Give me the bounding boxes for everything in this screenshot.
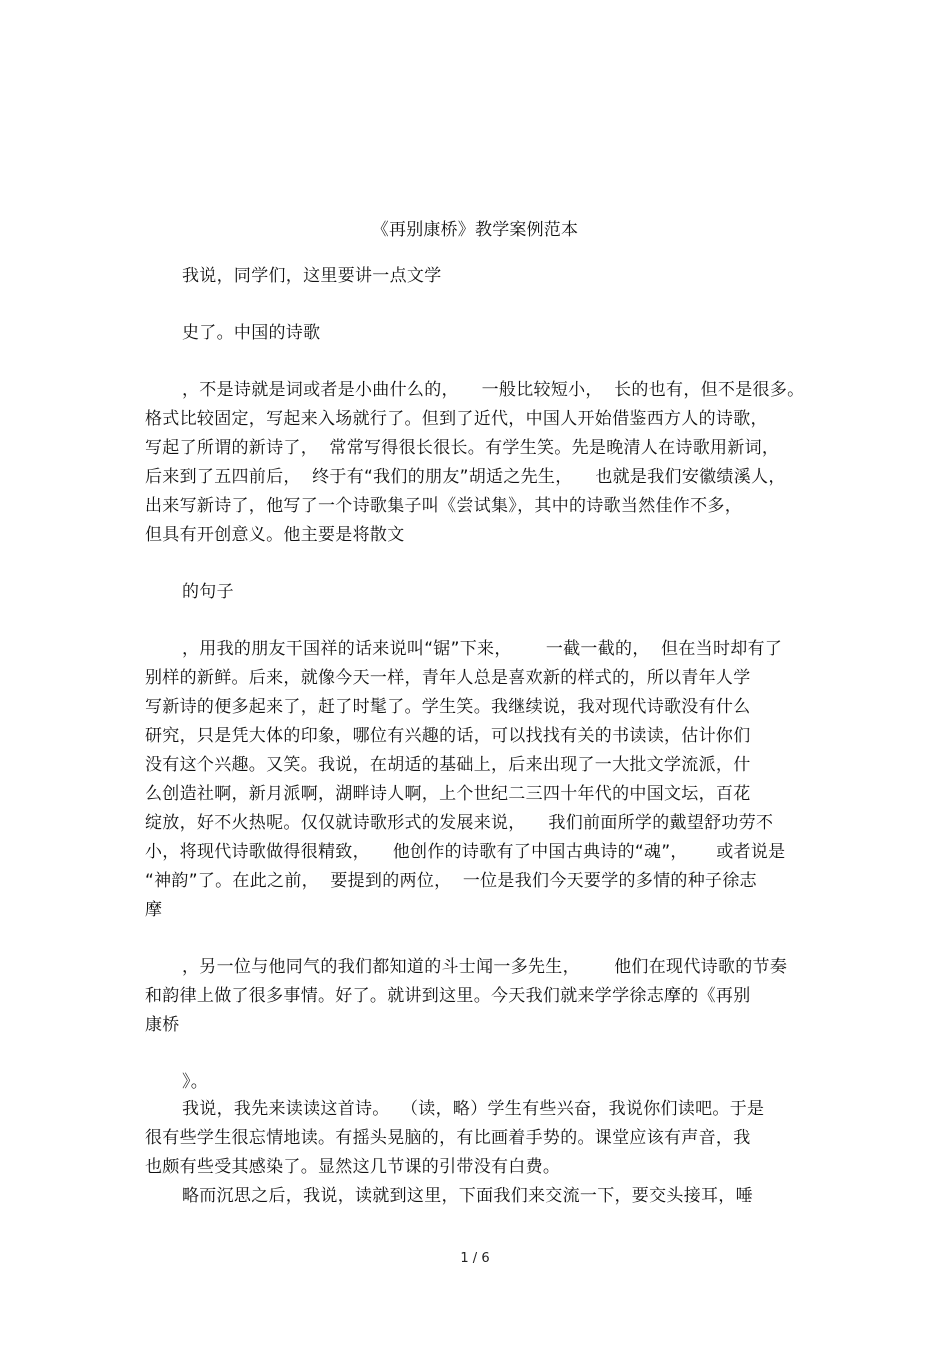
- body-line: 的句子: [182, 582, 234, 602]
- body-line: 小，将现代诗歌做得很精致， 他创作的诗歌有了中国古典诗的“魂”， 或者说是: [145, 842, 786, 862]
- body-line: 写新诗的便多起来了，赶了时髦了。学生笑。我继续说，我对现代诗歌没有什么: [145, 697, 751, 717]
- body-line: 我说，同学们，这里要讲一点文学: [182, 266, 442, 286]
- body-line: 我说，我先来读读这首诗。 （读，略）学生有些兴奋，我说你们读吧。于是: [182, 1099, 765, 1119]
- body-line: 出来写新诗了，他写了一个诗歌集子叫《尝试集》，其中的诗歌当然佳作不多，: [145, 496, 742, 516]
- body-line: 史了。中国的诗歌: [182, 323, 321, 343]
- body-line: ，另一位与他同气的我们都知道的斗士闻一多先生， 他们在现代诗歌的节奏: [182, 957, 788, 977]
- body-line: 摩: [145, 900, 163, 920]
- body-line: 也颇有些受其感染了。显然这几节课的引带没有白费。: [145, 1157, 561, 1177]
- document-title: 《再别康桥》教学案例范本: [371, 220, 579, 240]
- page-number: 1 / 6: [460, 1251, 490, 1266]
- body-line: 略而沉思之后，我说，读就到这里，下面我们来交流一下，要交头接耳，唾: [182, 1186, 753, 1206]
- body-line: ，用我的朋友干国祥的话来说叫“锯”下来， 一截一截的， 但在当时却有了: [182, 639, 783, 659]
- body-line: 后来到了五四前后， 终于有“我们的朋友”胡适之先生， 也就是我们安徽绩溪人，: [145, 467, 786, 487]
- body-line: 绽放，好不火热呢。仅仅就诗歌形式的发展来说， 我们前面所学的戴望舒功劳不: [145, 813, 774, 833]
- body-line: 研究，只是凭大体的印象，哪位有兴趣的话，可以找找有关的书读读，估计你们: [145, 726, 751, 746]
- body-line: 很有些学生很忘情地读。有摇头晃脑的，有比画着手势的。课堂应该有声音，我: [145, 1128, 751, 1148]
- body-line: 别样的新鲜。后来，就像今天一样，青年人总是喜欢新的样式的，所以青年人学: [145, 668, 751, 688]
- body-line: 》。: [182, 1072, 209, 1092]
- body-line: 格式比较固定，写起来入场就行了。但到了近代，中国人开始借鉴西方人的诗歌，: [145, 409, 768, 429]
- body-line: ，不是诗就是词或者是小曲什么的， 一般比较短小， 长的也有，但不是很多。: [182, 380, 805, 400]
- body-line: 么创造社啊，新月派啊，湖畔诗人啊，上个世纪二三四十年代的中国文坛，百花: [145, 784, 751, 804]
- body-line: 康桥: [145, 1015, 180, 1035]
- body-line: “神韵”了。在此之前， 要提到的两位， 一位是我们今天要学的多情的种子徐志: [145, 871, 757, 891]
- body-line: 和韵律上做了很多事情。好了。就讲到这里。今天我们就来学学徐志摩的《再别: [145, 986, 751, 1006]
- body-line: 写起了所谓的新诗了， 常常写得很长很长。有学生笑。先是晚清人在诗歌用新词，: [145, 438, 780, 458]
- body-line: 但具有开创意义。他主要是将散文: [145, 525, 405, 545]
- body-line: 没有这个兴趣。又笑。我说，在胡适的基础上，后来出现了一大批文学流派，什: [145, 755, 751, 775]
